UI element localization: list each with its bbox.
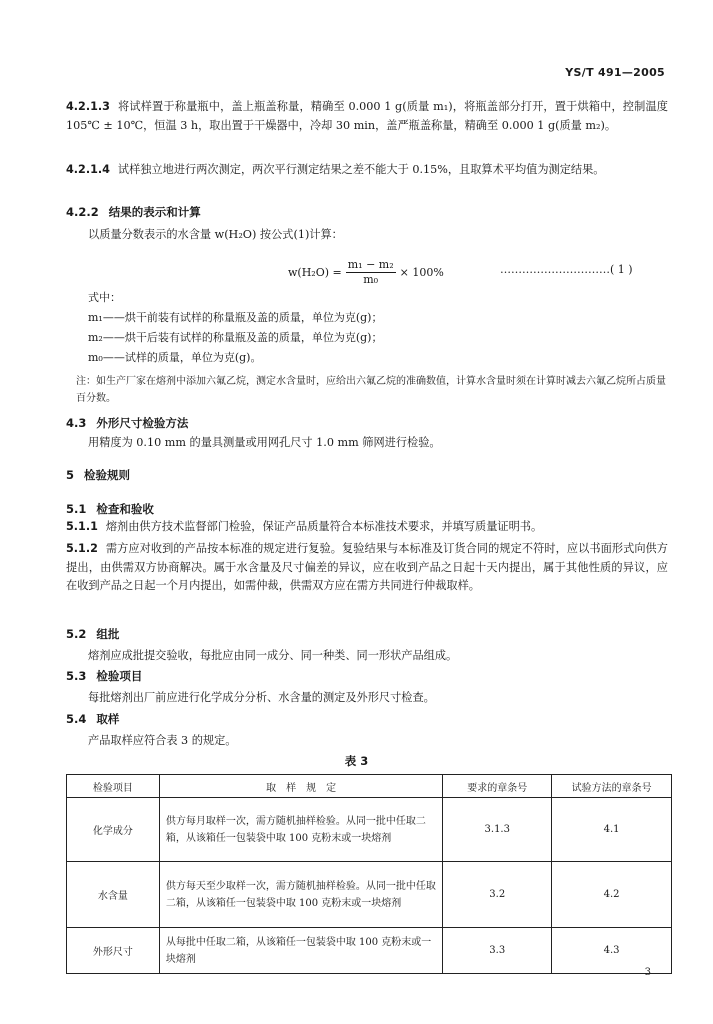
- paragraph-4-2-2-intro: 以质量分数表示的水含量 w(H₂O) 按公式(1)计算：: [88, 228, 343, 241]
- table-cell-method: 4.1: [552, 798, 672, 862]
- paragraph-5-1-1: [66, 518, 668, 537]
- heading-title: 组批: [96, 627, 120, 641]
- table-cell-item: 化学成分: [67, 798, 160, 862]
- clause-number: 4.2.1.4: [66, 163, 110, 176]
- table-cell-method: 4.3: [552, 928, 672, 974]
- heading-4-2-2: [66, 204, 201, 220]
- table-cell-requirement: 从每批中任取二箱，从该箱任一包装袋中取 100 克粉末或一块熔剂: [159, 928, 443, 974]
- heading-number: 5.3: [66, 669, 87, 683]
- paragraph-text: 将试样置于称量瓶中，盖上瓶盖称量，精确至 0.000 1 g(质量 m₁)，将瓶盖部分打开，置于烘箱中，控制温度 105℃ ± 10℃，恒温 3 h，取出置于干燥器中，冷却 30 min，盖严瓶盖称量，精确至 0.000 1 g(质量 m₂)。: [66, 100, 668, 132]
- formula-fraction: [346, 258, 396, 287]
- table-row: [67, 862, 672, 928]
- standard-code: YS/T 491—2005: [565, 66, 665, 79]
- heading-5-1: [66, 501, 154, 517]
- page-number: 3: [644, 967, 651, 978]
- table-cell-item: 外形尺寸: [67, 928, 160, 974]
- column-header: 检验项目: [67, 775, 160, 798]
- note: 注：如生产厂家在熔剂中添加六氟乙烷，测定水含量时，应给出六氟乙烷的准确数值，计算水含量时须在计算时减去六氟乙烷所占质量百分数。: [76, 376, 666, 404]
- heading-title: 检查和验收: [96, 502, 154, 516]
- formula-rhs: × 100%: [399, 266, 444, 279]
- table-cell-item: 水含量: [67, 862, 160, 928]
- formula-numerator: m₁ − m₂: [347, 258, 394, 271]
- paragraph-4-3: 用精度为 0.10 mm 的量具测量或用网孔尺寸 1.0 mm 筛网进行检验。: [88, 436, 441, 449]
- formula-number: …………………………( 1 ): [500, 263, 633, 276]
- formula-lhs: w(H₂O) =: [288, 266, 342, 279]
- heading-5: [66, 467, 130, 483]
- clause-number: 5.1.2: [66, 542, 98, 555]
- heading-number: 5.1: [66, 502, 87, 516]
- heading-title: 外形尺寸检验方法: [96, 416, 189, 430]
- definition-m2: m₂——烘干后装有试样的称量瓶及盖的质量，单位为克(g)；: [88, 331, 383, 344]
- where-label: 式中：: [88, 291, 121, 304]
- table-cell-requirement: 供方每月取样一次，需方随机抽样检验。从同一批中任取二箱，从该箱任一包装袋中取 100 克粉末或一块熔剂: [159, 798, 443, 862]
- paragraph-5-3: 每批熔剂出厂前应进行化学成分分析、水含量的测定及外形尺寸检查。: [88, 691, 435, 704]
- column-header: 取 样 规 定: [159, 775, 443, 798]
- table-row: [67, 928, 672, 974]
- table-3-title: 表 3: [344, 754, 369, 768]
- paragraph-5-2: 熔剂应成批提交验收，每批应由同一成分、同一种类、同一形状产品组成。: [88, 649, 458, 662]
- heading-title: 结果的表示和计算: [108, 205, 201, 219]
- paragraph-text: 熔剂由供方技术监督部门检验，保证产品质量符合本标准技术要求，并填写质量证明书。: [105, 520, 543, 533]
- heading-number: 4.3: [66, 416, 87, 430]
- heading-5-2: [66, 626, 119, 642]
- table-3: [66, 774, 672, 974]
- heading-title: 检验规则: [84, 468, 131, 482]
- table-cell-clause: 3.1.3: [443, 798, 552, 862]
- definition-m0: m₀——试样的质量，单位为克(g)。: [88, 351, 262, 364]
- paragraph-5-1-2: [66, 540, 668, 596]
- heading-5-4: [66, 711, 119, 727]
- column-header: 要求的章条号: [443, 775, 552, 798]
- heading-title: 检验项目: [96, 669, 143, 683]
- table-cell-clause: 3.2: [443, 862, 552, 928]
- table-cell-clause: 3.3: [443, 928, 552, 974]
- table-header-row: [67, 775, 672, 798]
- heading-number: 5.4: [66, 712, 87, 726]
- table-cell-requirement: 供方每天至少取样一次，需方随机抽样检验。从同一批中任取二箱，从该箱任一包装袋中取 100 克粉末或一块熔剂: [159, 862, 443, 928]
- heading-4-3: [66, 415, 188, 431]
- formula-1: [288, 258, 444, 287]
- formula-denominator: m₀: [363, 273, 379, 286]
- paragraph-4-2-1-4: [66, 161, 668, 180]
- paragraph-text: 试样独立地进行两次测定，两次平行测定结果之差不能大于 0.15%，且取算术平均值为测定结果。: [117, 163, 605, 176]
- heading-5-3: [66, 668, 142, 684]
- heading-number: 5.2: [66, 627, 87, 641]
- table-row: [67, 798, 672, 862]
- paragraph-5-4: 产品取样应符合表 3 的规定。: [88, 734, 237, 747]
- clause-number: 4.2.1.3: [66, 100, 110, 113]
- definition-m1: m₁——烘干前装有试样的称量瓶及盖的质量，单位为克(g)；: [88, 311, 383, 324]
- paragraph-4-2-1-3: [66, 98, 668, 135]
- column-header: 试验方法的章条号: [552, 775, 672, 798]
- heading-number: 5: [66, 468, 75, 482]
- heading-title: 取样: [96, 712, 120, 726]
- paragraph-text: 需方应对收到的产品按本标准的规定进行复验。复验结果与本标准及订货合同的规定不符时，应以书面形式向供方提出，由供需双方协商解决。属于水含量及尺寸偏差的异议，应在收到产品之日起十天内提出，属于其他性质的异议，应在收到产品之日起一个月内提出，如需仲裁，供需双方应在需方共同进行仲裁取样。: [66, 542, 668, 592]
- clause-number: 5.1.1: [66, 520, 98, 533]
- table-cell-method: 4.2: [552, 862, 672, 928]
- heading-number: 4.2.2: [66, 205, 99, 219]
